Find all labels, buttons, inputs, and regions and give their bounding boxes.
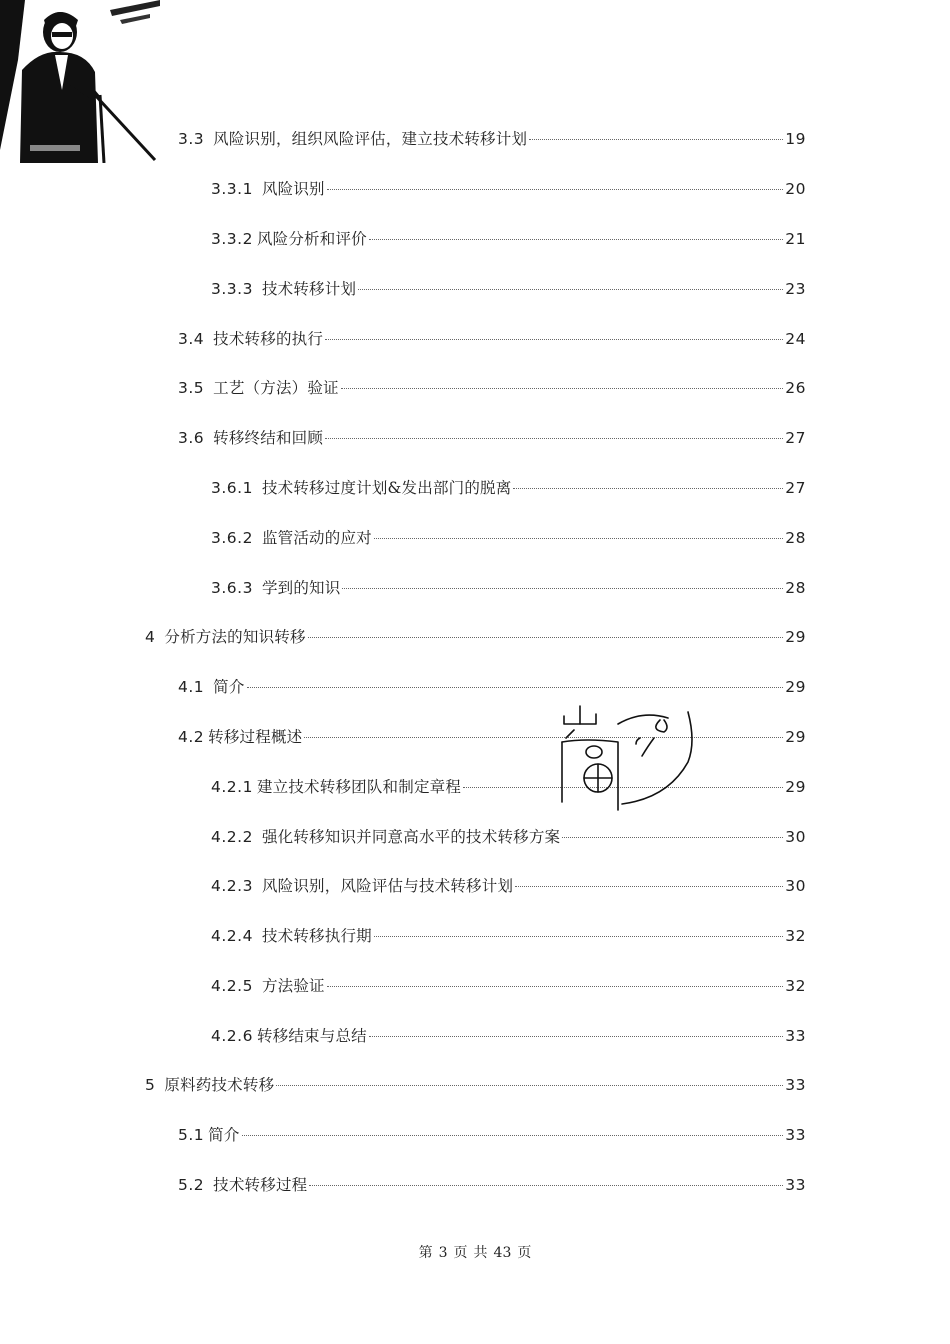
toc-leader-dots bbox=[515, 886, 783, 887]
toc-entry-title: 转移过程概述 bbox=[208, 728, 303, 746]
toc-entry[interactable] bbox=[211, 277, 806, 301]
toc-entry[interactable] bbox=[178, 327, 806, 351]
toc-entry-number: 5.1 bbox=[178, 1126, 205, 1144]
toc-entry-page: 28 bbox=[785, 529, 806, 547]
toc-entry-number: 4.2.1 bbox=[211, 778, 253, 796]
toc-entry-number: 4.2.2 bbox=[211, 828, 253, 846]
footer-prefix: 第 bbox=[418, 1245, 433, 1261]
toc-entry-number: 3.3.1 bbox=[211, 180, 253, 198]
toc-leader-dots bbox=[369, 239, 783, 240]
toc-entry-title: 工艺（方法）验证 bbox=[213, 379, 339, 397]
toc-entry-title: 转移结束与总结 bbox=[256, 1027, 367, 1045]
toc-entry-title: 技术转移计划 bbox=[261, 280, 357, 298]
toc-entry-page: 27 bbox=[785, 479, 806, 497]
toc-leader-dots bbox=[308, 637, 784, 638]
toc-leader-dots bbox=[242, 1135, 784, 1136]
toc-entry-number: 3.6.3 bbox=[211, 579, 253, 597]
toc-entry-number: 3.6.1 bbox=[211, 479, 253, 497]
current-page-number: 3 bbox=[438, 1245, 448, 1261]
toc-entry[interactable] bbox=[211, 476, 806, 500]
toc-leader-dots bbox=[374, 538, 783, 539]
toc-entry-title: 分析方法的知识转移 bbox=[164, 628, 306, 646]
toc-entry-title: 方法验证 bbox=[261, 977, 325, 995]
toc-entry[interactable] bbox=[211, 526, 806, 550]
footer-suffix: 页 bbox=[517, 1245, 532, 1261]
toc-entry-page: 29 bbox=[785, 778, 806, 796]
toc-entry-page: 29 bbox=[785, 628, 806, 646]
toc-entry-page: 27 bbox=[785, 429, 806, 447]
toc-entry-title: 风险识别 bbox=[261, 180, 325, 198]
toc-entry-title: 风险识别，风险评估与技术转移计划 bbox=[261, 877, 514, 895]
toc-entry-title: 学到的知识 bbox=[261, 579, 341, 597]
toc-entry-number: 4 bbox=[145, 628, 156, 646]
seal-stamp bbox=[556, 702, 700, 812]
toc-leader-dots bbox=[327, 986, 784, 987]
toc-entry-title: 技术转移过度计划&发出部门的脱离 bbox=[261, 479, 512, 497]
toc-leader-dots bbox=[325, 339, 783, 340]
toc-leader-dots bbox=[341, 388, 784, 389]
toc-leader-dots bbox=[304, 737, 783, 738]
toc-entry-number: 5.2 bbox=[178, 1176, 205, 1194]
toc-entry[interactable] bbox=[178, 376, 806, 400]
toc-entry-page: 29 bbox=[785, 678, 806, 696]
toc-leader-dots bbox=[369, 1036, 783, 1037]
toc-entry-title: 转移终结和回顾 bbox=[213, 429, 324, 447]
toc-entry-page: 32 bbox=[785, 927, 806, 945]
toc-entry-page: 23 bbox=[785, 280, 806, 298]
toc-entry-number: 3.3.3 bbox=[211, 280, 253, 298]
toc-entry-page: 33 bbox=[785, 1027, 806, 1045]
toc-entry[interactable] bbox=[211, 576, 806, 600]
toc-entry-number: 4.2.6 bbox=[211, 1027, 253, 1045]
toc-entry-title: 技术转移执行期 bbox=[261, 927, 372, 945]
toc-entry-title: 监管活动的应对 bbox=[261, 529, 372, 547]
toc-entry-title: 简介 bbox=[213, 678, 245, 696]
toc-entry-page: 32 bbox=[785, 977, 806, 995]
toc-entry[interactable] bbox=[178, 1123, 806, 1147]
toc-leader-dots bbox=[342, 588, 783, 589]
toc-entry-number: 3.5 bbox=[178, 379, 205, 397]
footer-total-word: 共 bbox=[473, 1245, 488, 1261]
toc-leader-dots bbox=[358, 289, 783, 290]
toc-entry-number: 3.3.2 bbox=[211, 230, 253, 248]
toc-entry-number: 4.2.4 bbox=[211, 927, 253, 945]
toc-entry[interactable] bbox=[211, 177, 806, 201]
toc-entry-number: 3.3 bbox=[178, 130, 205, 148]
toc-entry-title: 风险识别，组织风险评估，建立技术转移计划 bbox=[213, 130, 528, 148]
toc-leader-dots bbox=[374, 936, 783, 937]
toc-entry-number: 3.6.2 bbox=[211, 529, 253, 547]
toc-entry[interactable] bbox=[211, 974, 806, 998]
toc-entry[interactable] bbox=[178, 1173, 806, 1197]
toc-entry-title: 强化转移知识并同意高水平的技术转移方案 bbox=[261, 828, 561, 846]
toc-leader-dots bbox=[309, 1185, 783, 1186]
toc-entry-page: 20 bbox=[785, 180, 806, 198]
footer-page-word: 页 bbox=[453, 1245, 468, 1261]
toc-entry[interactable] bbox=[178, 426, 806, 450]
toc-entry[interactable] bbox=[178, 127, 806, 151]
toc-entry[interactable] bbox=[178, 675, 806, 699]
toc-leader-dots bbox=[513, 488, 783, 489]
toc-entry-page: 29 bbox=[785, 728, 806, 746]
toc-entry[interactable] bbox=[178, 725, 806, 749]
toc-entry-number: 5 bbox=[145, 1076, 156, 1094]
toc-entry-number: 3.6 bbox=[178, 429, 205, 447]
toc-entry[interactable] bbox=[145, 1073, 806, 1097]
toc-entry-page: 24 bbox=[785, 330, 806, 348]
toc-entry-page: 30 bbox=[785, 877, 806, 895]
page-footer bbox=[0, 1243, 950, 1263]
toc-entry-page: 28 bbox=[785, 579, 806, 597]
toc-leader-dots bbox=[276, 1085, 783, 1086]
toc-entry-page: 21 bbox=[785, 230, 806, 248]
toc-entry-number: 4.2.5 bbox=[211, 977, 253, 995]
toc-leader-dots bbox=[562, 837, 783, 838]
toc-leader-dots bbox=[529, 139, 783, 140]
toc-entry-number: 4.2.3 bbox=[211, 877, 253, 895]
toc-entry-title: 建立技术转移团队和制定章程 bbox=[256, 778, 462, 796]
toc-entry[interactable] bbox=[211, 825, 806, 849]
toc-entry[interactable] bbox=[211, 227, 806, 251]
toc-entry[interactable] bbox=[211, 924, 806, 948]
toc-entry-page: 33 bbox=[785, 1126, 806, 1144]
toc-entry[interactable] bbox=[211, 874, 806, 898]
toc-entry-number: 3.4 bbox=[178, 330, 205, 348]
toc-entry-number: 4.2 bbox=[178, 728, 205, 746]
toc-entry-page: 19 bbox=[785, 130, 806, 148]
toc-entry-title: 原料药技术转移 bbox=[164, 1076, 275, 1094]
toc-entry[interactable] bbox=[145, 625, 806, 649]
toc-entry-page: 26 bbox=[785, 379, 806, 397]
toc-entry-title: 技术转移过程 bbox=[213, 1176, 308, 1194]
toc-entry-page: 30 bbox=[785, 828, 806, 846]
toc-entry-title: 风险分析和评价 bbox=[256, 230, 367, 248]
toc-entry-page: 33 bbox=[785, 1176, 806, 1194]
toc-entry-title: 简介 bbox=[208, 1126, 240, 1144]
toc-leader-dots bbox=[327, 189, 784, 190]
toc-leader-dots bbox=[325, 438, 783, 439]
toc-entry-title: 技术转移的执行 bbox=[213, 330, 324, 348]
author-photo bbox=[0, 0, 160, 163]
toc-entry-page: 33 bbox=[785, 1076, 806, 1094]
toc-leader-dots bbox=[247, 687, 784, 688]
toc-entry[interactable] bbox=[211, 775, 806, 799]
toc-entry[interactable] bbox=[211, 1024, 806, 1048]
toc-entry-number: 4.1 bbox=[178, 678, 205, 696]
total-page-count: 43 bbox=[493, 1245, 512, 1261]
